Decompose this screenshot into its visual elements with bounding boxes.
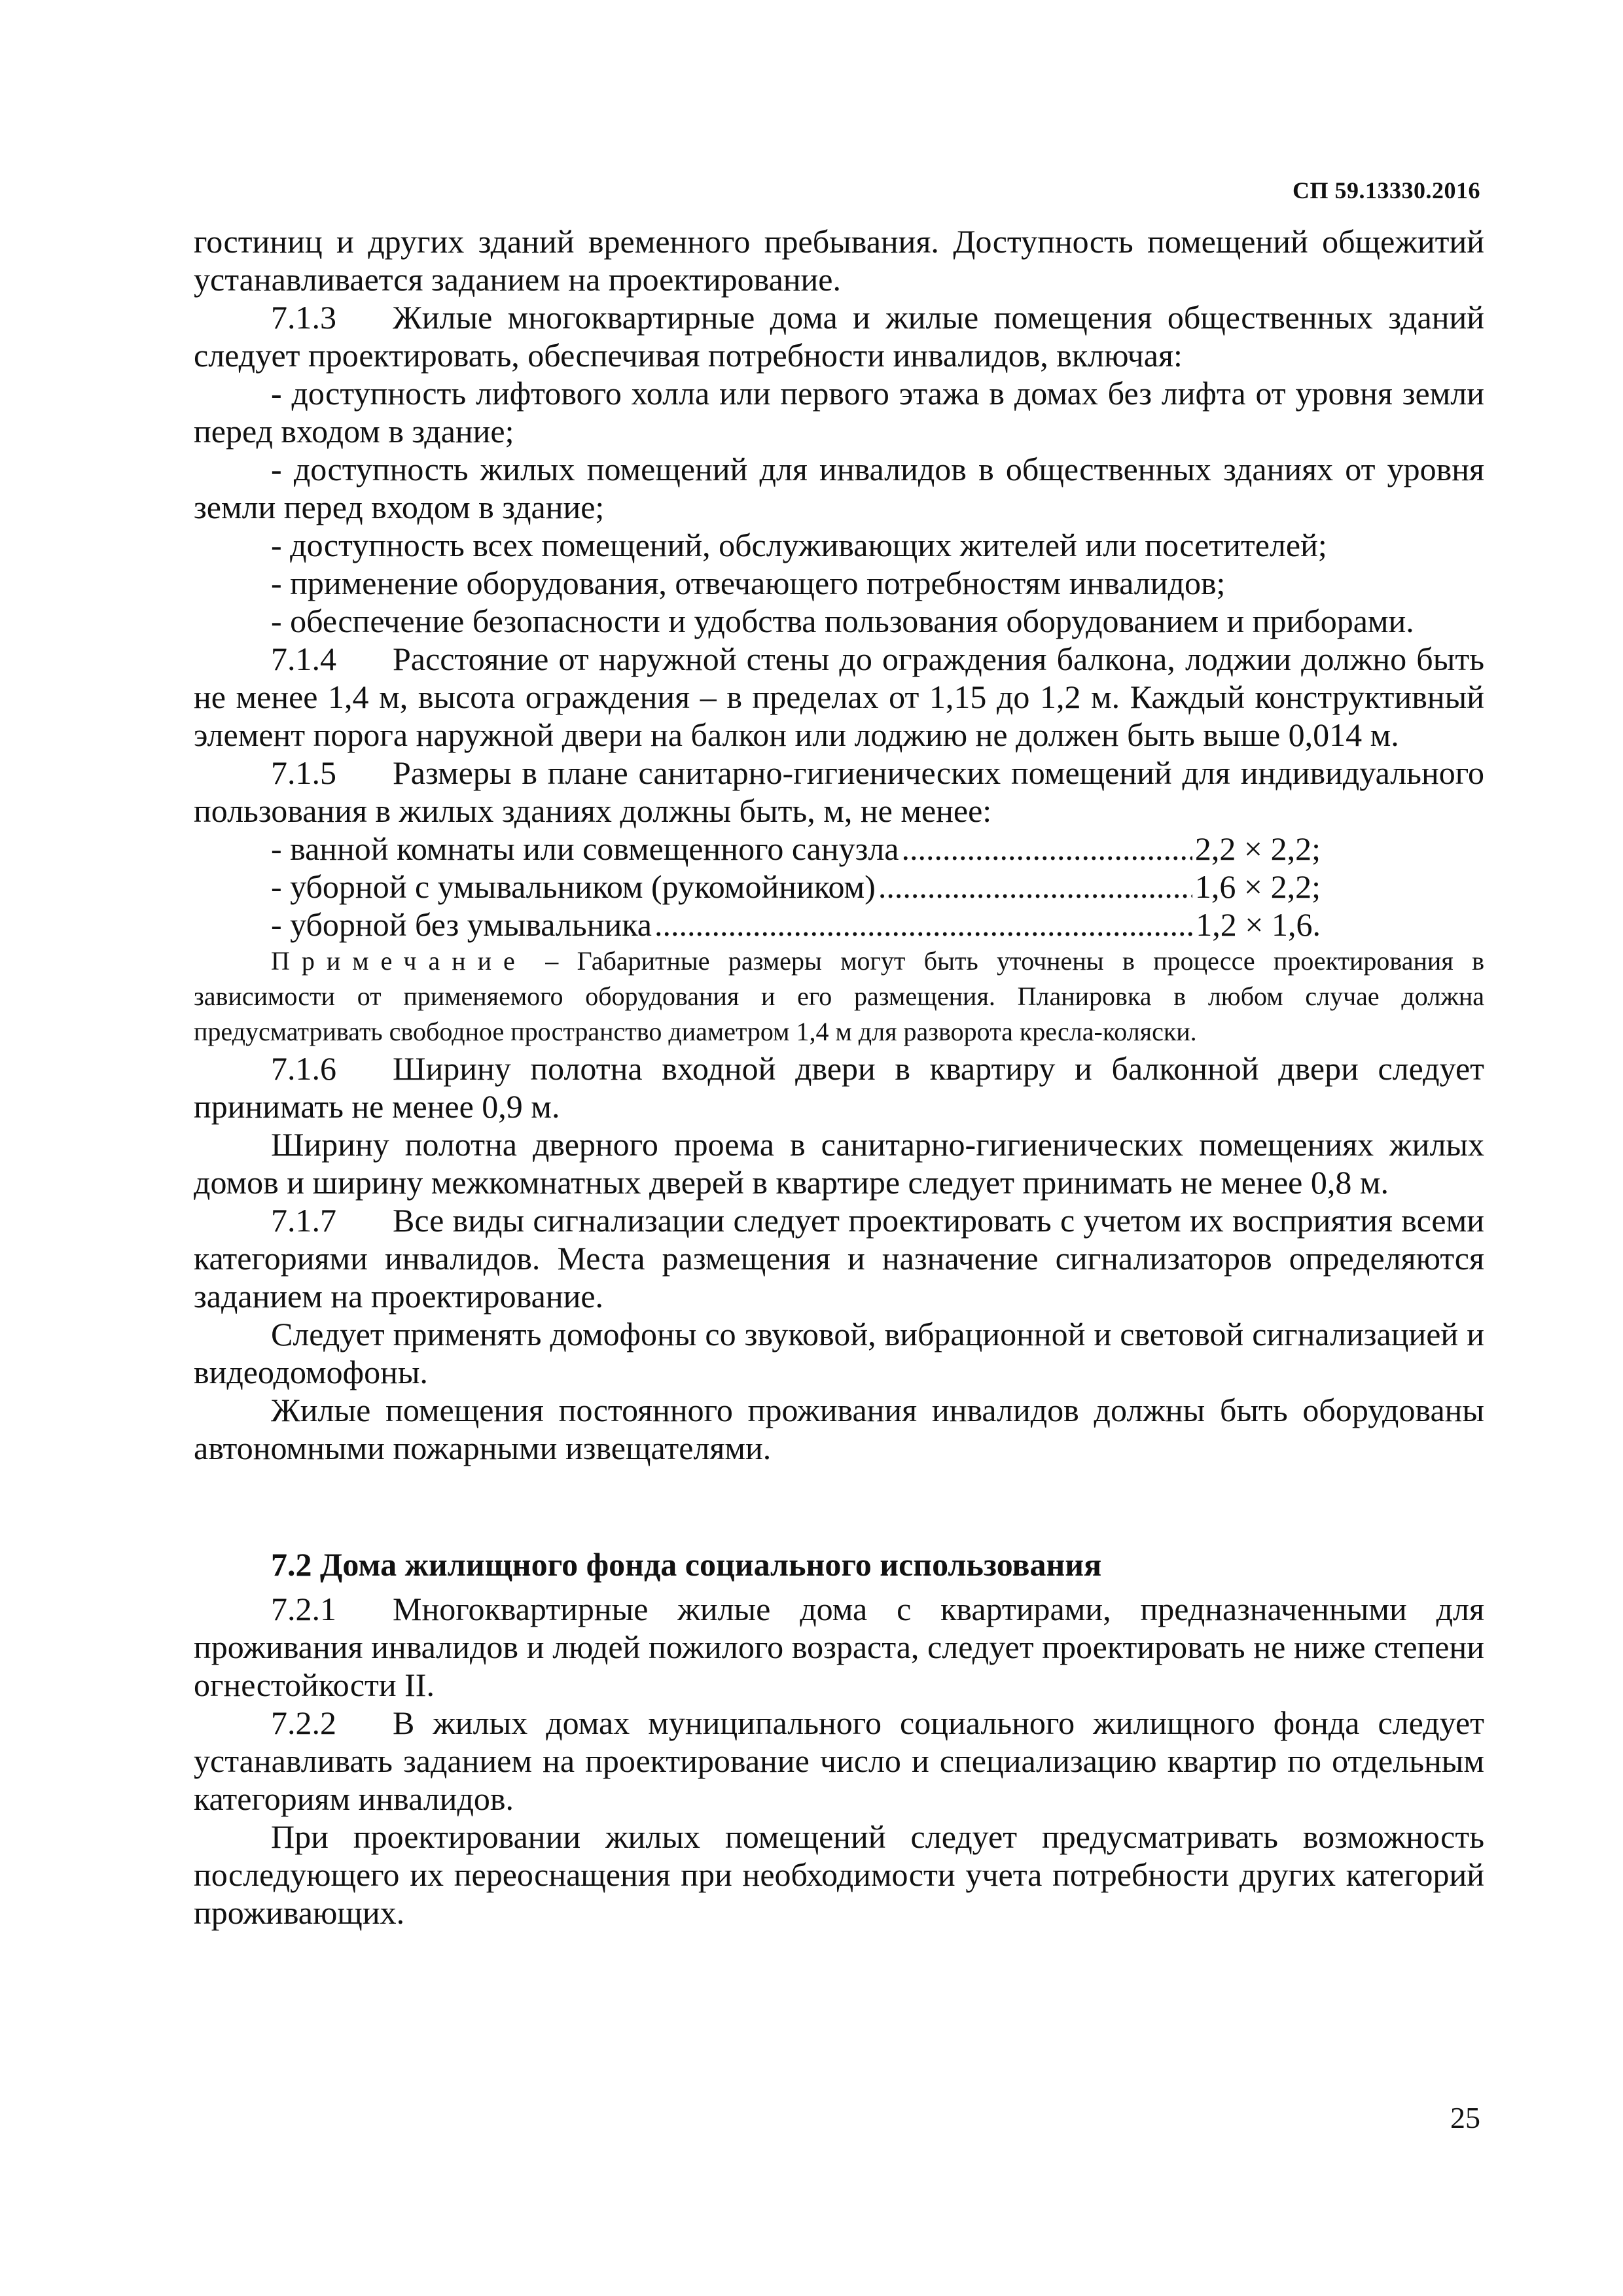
list-item: - доступность жилых помещений для инвалидов в общественных зданиях от уровня земли перед входом в здание; [194, 451, 1484, 525]
dimension-value: 1,2 × 1,6. [1196, 906, 1321, 943]
clause-7-1-7 [194, 1201, 1484, 1315]
dimension-label: - ванной комнаты или совмещенного санузла [271, 830, 899, 867]
clause-7-1-6 [194, 1050, 1484, 1125]
paragraph: Следует применять домофоны со звуковой, вибрационной и световой сигнализацией и видеодомофоны. [194, 1316, 1484, 1390]
paragraph: При проектировании жилых помещений следует предусматривать возможность последующего их переоснащения при необходимости учета потребности других категорий проживающих. [194, 1818, 1484, 1931]
clause-7-2-1 [194, 1590, 1484, 1704]
clause-7-1-3 [194, 298, 1484, 374]
clause-7-2-2 [194, 1704, 1484, 1818]
list-item: - обеспечение безопасности и удобства пользования оборудованием и приборами. [271, 603, 1414, 639]
body-text [194, 222, 1484, 1932]
note-label: Примечание [271, 946, 527, 976]
list-item: - применение оборудования, отвечающего потребностям инвалидов; [271, 565, 1226, 601]
note [194, 944, 1484, 1050]
clause-text: Жилые многоквартирные дома и жилые помещения общественных зданий следует проектировать, обеспечивая потребности инвалидов, включая: [194, 299, 1484, 374]
clause-number: 7.1.4 [271, 641, 336, 677]
dimension-value: 1,6 × 2,2; [1194, 868, 1321, 905]
clause-number: 7.2.2 [271, 1704, 336, 1741]
note-text: – Габаритные размеры могут быть уточнены в процессе проектирования в зависимости от применяемого оборудования и его размещения. Планировка в любом случае должна предусматривать свободное пространство диаметром 1,4 м для разворота кресла-коляски. [194, 946, 1484, 1046]
clause-number: 7.1.3 [271, 299, 336, 336]
page-number: 25 [1450, 2101, 1480, 2134]
dimension-row [194, 906, 1484, 944]
clause-number: 7.1.5 [271, 754, 336, 791]
clause-number: 7.1.7 [271, 1202, 336, 1239]
dimension-row [194, 830, 1484, 868]
dot-leader [901, 830, 1192, 868]
clause-number: 7.1.6 [271, 1050, 336, 1087]
paragraph: Жилые помещения постоянного проживания инвалидов должны быть оборудованы автономными пожарными извещателями. [194, 1392, 1484, 1466]
dimension-label: - уборной с умывальником (рукомойником) [271, 868, 876, 905]
clause-text: Все виды сигнализации следует проектировать с учетом их восприятия всеми категориями инвалидов. Места размещения и назначение сигнализаторов определяются заданием на проектирование. [194, 1202, 1484, 1315]
clause-text: Размеры в плане санитарно-гигиенических помещений для индивидуального пользования в жилых зданиях должны быть, м, не менее: [194, 754, 1484, 829]
paragraph: Ширину полотна дверного проема в санитарно-гигиенических помещениях жилых домов и ширину межкомнатных дверей в квартире следует принимать не менее 0,8 м. [194, 1126, 1484, 1201]
clause-text: В жилых домах муниципального социального жилищного фонда следует устанавливать заданием на проектирование число и специализацию квартир по отдельным категориям инвалидов. [194, 1704, 1484, 1817]
clause-7-1-5 [194, 754, 1484, 830]
dimension-row [194, 868, 1484, 906]
section-heading: 7.2 Дома жилищного фонда социального использования [271, 1546, 1102, 1583]
clause-text: Расстояние от наружной стены до ограждения балкона, лоджии должно быть не менее 1,4 м, высота ограждения – в пределах от 1,15 до 1,2 м. Каждый конструктивный элемент порога наружной двери на балкон или лоджию не должен быть выше 0,014 м. [194, 641, 1484, 753]
paragraph-continuation: гостиниц и других зданий временного пребывания. Доступность помещений общежитий устанавливается заданием на проектирование. [194, 223, 1484, 298]
list-item: - доступность лифтового холла или первого этажа в домах без лифта от уровня земли перед входом в здание; [194, 375, 1484, 450]
dimension-value: 2,2 × 2,2; [1194, 830, 1321, 867]
dimension-label: - уборной без умывальника [271, 906, 652, 943]
clause-text: Ширину полотна входной двери в квартиру и балконной двери следует принимать не менее 0,9 м. [194, 1050, 1484, 1125]
document-code: СП 59.13330.2016 [1293, 177, 1480, 203]
dot-leader [878, 868, 1192, 906]
dot-leader [654, 906, 1193, 944]
clause-number: 7.2.1 [271, 1591, 336, 1627]
clause-7-1-4 [194, 640, 1484, 754]
list-item: - доступность всех помещений, обслуживающих жителей или посетителей; [271, 527, 1327, 563]
clause-text: Многоквартирные жилые дома с квартирами, предназначенными для проживания инвалидов и людей пожилого возраста, следует проектировать не ниже степени огнестойкости II. [194, 1591, 1484, 1703]
